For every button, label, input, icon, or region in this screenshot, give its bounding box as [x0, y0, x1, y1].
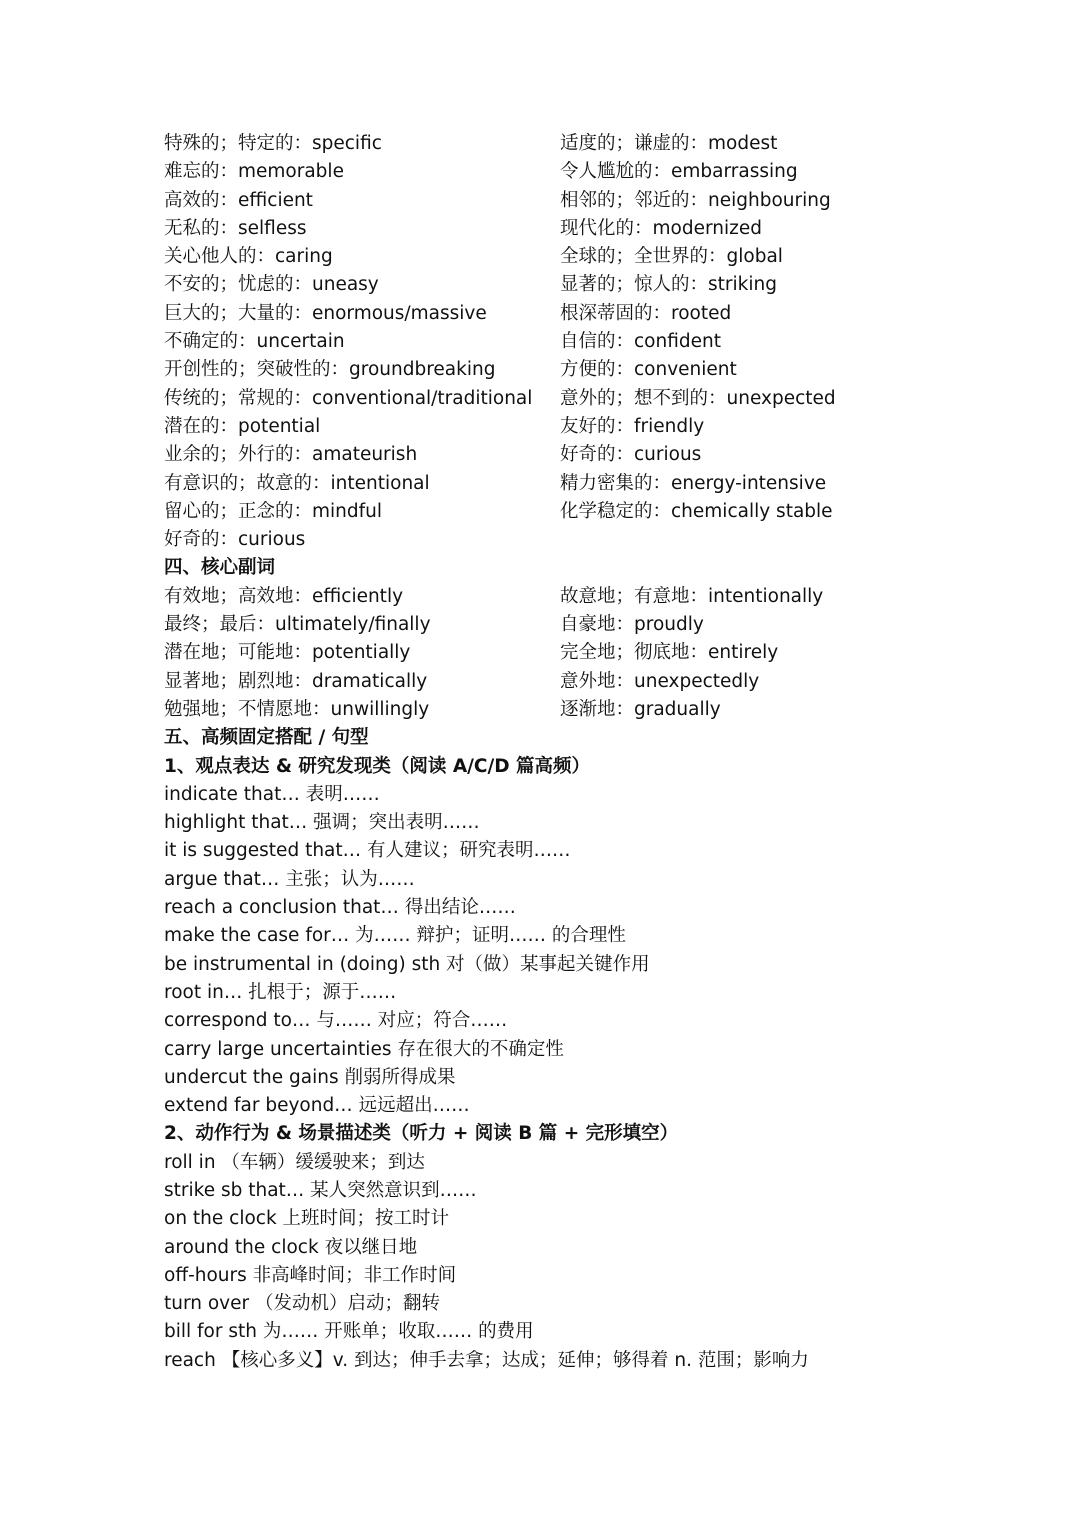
subsection-heading-opinion [164, 753, 924, 781]
entry-right: 自信的：confident [560, 331, 721, 353]
entry-text: root in… 扎根于；源于…… [164, 981, 397, 1003]
collocation-row [164, 1007, 924, 1035]
adjective-row [164, 526, 924, 554]
adverb-row [164, 611, 924, 639]
adjective-row [164, 498, 924, 526]
entry-left: 潜在的：potential [164, 415, 321, 437]
entry-left: 有效地；高效地：efficiently [164, 585, 404, 607]
heading-text: 四、核心副词 [164, 557, 276, 579]
adjective-row [164, 271, 924, 299]
entry-left: 巨大的；大量的：enormous/massive [164, 302, 487, 324]
entry-right: 全球的；全世界的：global [560, 246, 783, 268]
entry-left: 潜在地；可能地：potentially [164, 642, 411, 664]
entry-left: 最终；最后：ultimately/finally [164, 614, 431, 636]
entry-left: 显著地；剧烈地：dramatically [164, 670, 428, 692]
collocation-row [164, 837, 924, 865]
entry-right: 显著的；惊人的：striking [560, 274, 777, 296]
collocation-row [164, 1036, 924, 1064]
entry-text: it is suggested that… 有人建议；研究表明…… [164, 840, 571, 862]
collocation-row [164, 1177, 924, 1205]
entry-text: argue that… 主张；认为…… [164, 868, 415, 890]
heading-text: 1、观点表达 & 研究发现类（阅读 A/C/D 篇高频） [164, 755, 591, 777]
entry-right: 化学稳定的：chemically stable [560, 500, 833, 522]
heading-text: 五、高频固定搭配 / 句型 [164, 727, 369, 749]
adjective-row [164, 441, 924, 469]
entry-text: reach 【核心多义】v. 到达；伸手去拿；达成；延伸；够得着 n. 范围；影响力 [164, 1349, 809, 1371]
entry-right: 方便的：convenient [560, 359, 737, 381]
entry-text: strike sb that… 某人突然意识到…… [164, 1179, 477, 1201]
entry-left: 传统的；常规的：conventional/traditional [164, 387, 533, 409]
entry-right: 好奇的：curious [560, 444, 702, 466]
adjective-row [164, 158, 924, 186]
collocation-row [164, 922, 924, 950]
entry-left: 特殊的；特定的：specific [164, 133, 382, 154]
entry-left: 难忘的：memorable [164, 161, 344, 183]
entry-left: 无私的：selfless [164, 217, 307, 239]
entry-text: correspond to… 与…… 对应；符合…… [164, 1010, 508, 1032]
collocation-row [164, 1262, 924, 1290]
entry-text: indicate that… 表明…… [164, 783, 380, 805]
entry-left: 勉强地；不情愿地：unwillingly [164, 698, 430, 720]
adverb-row [164, 639, 924, 667]
collocation-row [164, 1064, 924, 1092]
entry-text: around the clock 夜以继日地 [164, 1236, 418, 1258]
entry-left: 不安的；忧虑的：uneasy [164, 274, 379, 296]
entry-left: 不确定的：uncertain [164, 331, 345, 353]
entry-right: 精力密集的：energy-intensive [560, 472, 827, 494]
entry-text: roll in （车辆）缓缓驶来；到达 [164, 1151, 425, 1173]
entry-text: carry large uncertainties 存在很大的不确定性 [164, 1038, 564, 1060]
entry-right: 友好的：friendly [560, 415, 705, 437]
entry-right: 自豪地：proudly [560, 614, 704, 636]
collocation-row [164, 1092, 924, 1120]
adjective-row [164, 187, 924, 215]
collocation-row [164, 1347, 924, 1375]
adjective-row [164, 215, 924, 243]
entry-text: make the case for… 为…… 辩护；证明…… 的合理性 [164, 925, 626, 947]
collocation-row [164, 951, 924, 979]
vocabulary-page [164, 130, 924, 1375]
collocation-row [164, 866, 924, 894]
collocation-row [164, 1234, 924, 1262]
entry-right: 完全地；彻底地：entirely [560, 642, 779, 664]
entry-left: 留心的；正念的：mindful [164, 500, 383, 522]
adjective-row [164, 356, 924, 384]
adjective-row [164, 130, 924, 158]
collocation-row [164, 979, 924, 1007]
collocation-row [164, 1318, 924, 1346]
entry-left: 有意识的；故意的：intentional [164, 472, 430, 494]
entry-text: be instrumental in (doing) sth 对（做）某事起关键作用 [164, 953, 650, 975]
entry-right: 适度的；谦虚的：modest [560, 133, 778, 154]
collocation-row [164, 809, 924, 837]
heading-text: 2、动作行为 & 场景描述类（听力 + 阅读 B 篇 + 完形填空） [164, 1123, 679, 1145]
entry-text: undercut the gains 削弱所得成果 [164, 1066, 456, 1088]
entry-text: extend far beyond… 远远超出…… [164, 1095, 470, 1117]
entry-left: 好奇的：curious [164, 529, 306, 551]
adjective-row [164, 300, 924, 328]
entry-left: 关心他人的：caring [164, 246, 333, 268]
entry-right: 意外的；想不到的：unexpected [560, 387, 836, 409]
entry-text: bill for sth 为…… 开账单；收取…… 的费用 [164, 1321, 534, 1343]
entry-text: on the clock 上班时间；按工时计 [164, 1208, 450, 1230]
entry-text: turn over （发动机）启动；翻转 [164, 1293, 441, 1315]
entry-right: 相邻的；邻近的：neighbouring [560, 189, 831, 211]
collocation-row [164, 894, 924, 922]
subsection-heading-action [164, 1120, 924, 1148]
entry-right: 现代化的：modernized [560, 217, 762, 239]
entry-right: 逐渐地：gradually [560, 698, 721, 720]
adverb-row [164, 696, 924, 724]
entry-text: off-hours 非高峰时间；非工作时间 [164, 1264, 457, 1286]
entry-left: 业余的；外行的：amateurish [164, 444, 418, 466]
adverb-row [164, 583, 924, 611]
collocation-row [164, 1205, 924, 1233]
entry-left: 高效的：efficient [164, 189, 313, 211]
section-heading-collocations [164, 724, 924, 752]
collocation-row [164, 1290, 924, 1318]
collocation-row [164, 781, 924, 809]
entry-right: 根深蒂固的：rooted [560, 302, 732, 324]
adverb-row [164, 668, 924, 696]
adjective-row [164, 328, 924, 356]
adjective-row [164, 413, 924, 441]
entry-right: 意外地：unexpectedly [560, 670, 760, 692]
collocation-row [164, 1149, 924, 1177]
entry-text: reach a conclusion that… 得出结论…… [164, 897, 516, 919]
section-heading-adverbs [164, 554, 924, 582]
adjective-row [164, 243, 924, 271]
adjective-row [164, 385, 924, 413]
entry-right: 故意地；有意地：intentionally [560, 585, 824, 607]
entry-right: 令人尴尬的：embarrassing [560, 161, 798, 183]
adjective-row [164, 470, 924, 498]
entry-text: highlight that… 强调；突出表明…… [164, 812, 480, 834]
entry-left: 开创性的；突破性的：groundbreaking [164, 359, 496, 381]
